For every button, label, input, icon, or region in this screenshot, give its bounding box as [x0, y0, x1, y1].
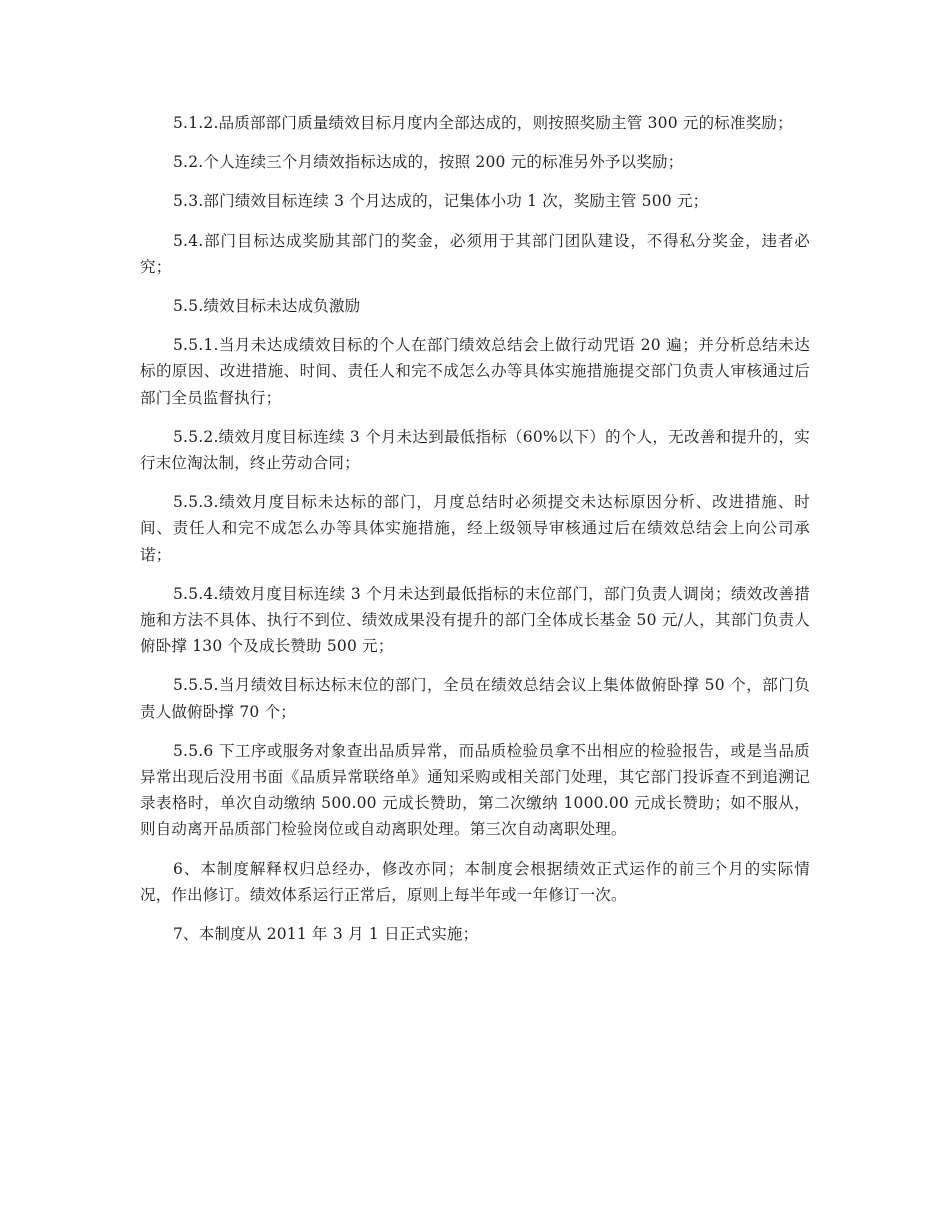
paragraph-5-2: 5.2.个人连续三个月绩效指标达成的，按照 200 元的标准另外予以奖励；: [173, 153, 684, 172]
paragraph-5-5-6: 5.5.6 下工序或服务对象查出品质异常，而品质检验员拿不出相应的检验报告，或是当品质异常出现后没用书面《品质异常联络单》通知采购或相关部门处理，其它部门投诉查不到追溯记录表格时，单次自动缴纳 500.00 元成长赞助，第二次缴纳 1000.00 元成长赞助；如不服从，则自动离开品质部门检验岗位或自动离职处理。第三次自动离职处理。: [140, 741, 810, 839]
paragraph-7: 7、本制度从 2011 年 3 月 1 日正式实施；: [173, 925, 479, 944]
document-body: [140, 110, 810, 960]
paragraph-5-5: 5.5.绩效目标未达成负激励: [173, 297, 361, 316]
paragraph-5-5-1: 5.5.1.当月未达成绩效目标的个人在部门绩效总结会上做行动咒语 20 遍；并分析总结未达标的原因、改进措施、时间、责任人和完不成怎么办等具体实施措施提交部门负责人审核通过后部门全员监督执行；: [140, 336, 810, 407]
paragraph-5-1-2: 5.1.2.品质部部门质量绩效目标月度内全部达成的，则按照奖励主管 300 元的标准奖励；: [173, 114, 793, 132]
paragraph-5-5-5: 5.5.5.当月绩效目标达标末位的部门，全员在绩效总结会议上集体做俯卧撑 50 个，部门负责人做俯卧撑 70 个；: [140, 676, 810, 721]
paragraph-6: 6、本制度解释权归总经办，修改亦同；本制度会根据绩效正式运作的前三个月的实际情况，作出修订。绩效体系运行正常后，原则上每半年或一年修订一次。: [140, 859, 810, 904]
paragraph-5-5-4: 5.5.4.绩效月度目标连续 3 个月未达到最低指标的末位部门，部门负责人调岗；绩效改善措施和方法不具体、执行不到位、绩效成果没有提升的部门全体成长基金 50 元/人，其部门负责人俯卧撑 130 个及成长赞助 500 元；: [140, 584, 810, 656]
paragraph-5-3: 5.3.部门绩效目标连续 3 个月达成的，记集体小功 1 次，奖励主管 500 元；: [173, 192, 709, 211]
paragraph-5-5-2: 5.5.2.绩效月度目标连续 3 个月未达到最低指标（60%以下）的个人，无改善和提升的，实行末位淘汰制，终止劳动合同；: [140, 427, 810, 473]
paragraph-5-4: 5.4.部门目标达成奖励其部门的奖金，必须用于其部门团队建设，不得私分奖金，违者必究；: [140, 231, 810, 276]
paragraph-5-5-3: 5.5.3.绩效月度目标未达标的部门，月度总结时必须提交未达标原因分析、改进措施、时间、责任人和完不成怎么办等具体实施措施，经上级领导审核通过后在绩效总结会上向公司承诺；: [140, 493, 810, 564]
